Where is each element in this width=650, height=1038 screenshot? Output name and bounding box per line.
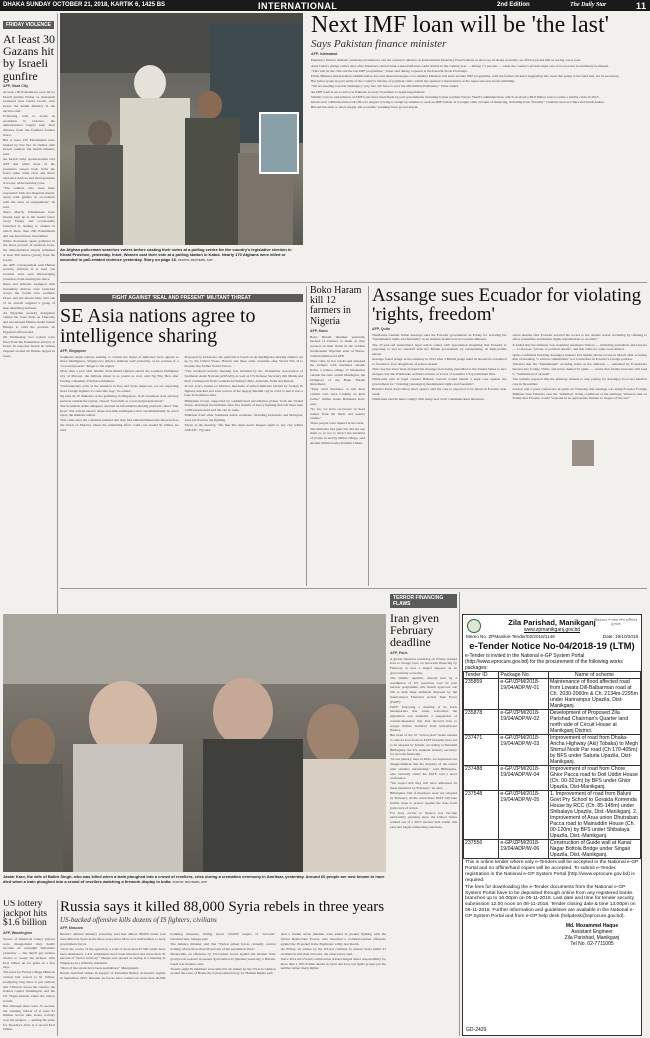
paragraph: The 47-year-old Australian's legal action comes with speculation mounting that Ecuador is preparing to end its standoff with the British government by surrendering its high-profile tenant.: [372, 342, 507, 357]
column-divider: [459, 592, 460, 1036]
paragraph: Following calls to avoid an escalation in violence, the demonstrators largely kept their distance from the fortified frontier fence.: [3, 113, 55, 137]
paragraph: An AFP correspondent said Hamas security officials in at least one location were seen discouraging protesters from nearing the fence.: [3, 262, 55, 281]
byline: AFP, Gaza City: [3, 83, 29, 88]
tender-id-cell: 237488: [464, 766, 499, 791]
headline: Iran given February deadline: [390, 611, 439, 650]
paragraph: Garzon told a press conference in Quito on Thursday that Assange was suing Ecuador Foreign Minister Jose Valencia over his "inhuman" living conditions at the embassy. Valencia said on Friday that Ecuador would "respond in an appropriate manner to respect of the law".: [512, 386, 647, 401]
paragraph: Valencia met his "fundamental" accusing states as the embassy — remained by Ecuadorian interest site Codigo Vidrio and never denied by Quito — warns that further breaches will lead to "termination of asylum".: [512, 362, 647, 376]
paragraph: "In our plenary, here in Paris, we expressed our disappointment that the majority of the action plan remains outstanding," said Billingslea, who currently chairs the FATF, told a news conference.: [390, 757, 457, 781]
signer-line: Tel No. 02-7711005: [570, 941, 614, 948]
lottery-article: [3, 900, 55, 1034]
tender-fees: The fees for downloading the e-Tender documents from the National e-GP System Portal have to be deposited through online from any registered banks branches up to 16.00pm on 05-11-2018. Last date and time for tender security submission 12.00 noon on 06-11-2018. Tender closing date & time 13.00pm on 06-11-2018. Further information and guidelines are available in the National e-GP System Portal and from e-GP help desk (helpdesk@eprocure.gov.bd).: [465, 884, 636, 920]
paragraph: While thousands again gathered in the fence protests in northern Gaza, the demonstration largely remained at least 300 metres (yards) from the border.: [3, 238, 55, 262]
paragraph: Scores of American lottery players were disappointed they hadn't become an overnight billionaire yesterday — but they'll get another chance to sweep the jackpot, with $1.6 billion up for grabs in a few days.: [3, 937, 55, 970]
paragraph: Since 2014 the US-led coalition has acknowledged direct responsibility for more than 1,100 civilian deaths in Syria and Iraq, but rights groups put the number killed much higher.: [280, 956, 386, 971]
headline: Russia says it killed 88,000 Syria rebels in three years: [60, 900, 385, 915]
paragraph: The Southeast Asian delegates adopted an information-sharing platform called "Our Eyes" that will be used to share real-time intelligence that can immediately be acted upon, the minister added.: [60, 403, 179, 418]
masthead: [0, 0, 650, 11]
scheme-cell: Construction of Guide wall at Kanai Nagar Bottola Bridge under Singair Upazila, Dist.-Manikganj.: [548, 840, 640, 859]
table-row: [464, 710, 641, 735]
signer-line: Assistant Engineer: [571, 929, 613, 936]
package-cell: e-GP/ZPM/2018-19/04/ADP/W-05: [499, 791, 549, 840]
headline: Next IMF loan will be 'the last': [311, 13, 609, 38]
column-divider: [57, 13, 58, 660]
paragraph: Southeast Asian nations seeking to combat the threat of militancy have agreed to share intelligence, Singapore's defence minister said yesterday, as he warned of a "real and present" danger to the region.: [60, 354, 179, 369]
paragraph: WikiLeaks said he must comply with many new strict communication measures.: [372, 396, 485, 401]
paragraph: "This will be the 13th and the last IMF programme," Umar said during a speech at the Karachi Stock Exchange.: [311, 68, 468, 73]
byline: AFP, Washington: [3, 931, 33, 936]
paragraph: Khan's new administration took office in August vowing to weigh up whether to seek an IMF bailout as it sought other avenues of financing, including from "friendly" countries such as China and Saudi Arabia.: [311, 100, 605, 105]
sea-article: [60, 286, 303, 586]
tender-website[interactable]: www.zpmanikganj.gov.bd: [523, 627, 581, 633]
paragraph: An IMF team is set to arrive in Pakistan in early November to begin negotiations.: [311, 89, 426, 94]
byline: AFP, Kano: [310, 328, 328, 333]
paragraph: But at least 130 Palestinians were injured by live fire in clashes with Israeli soldiers, the health ministry said.: [3, 137, 55, 157]
paragraph: But although there were 15 second-tier winning tickets of at least $1 million across nine states, nobody won the jackpot — putting the prize for Tuesday's draw at a record $1.6 billion.: [3, 1003, 55, 1032]
memo-number: Memo No. ZPManikie-Tender/02/2018/1146: [466, 634, 555, 639]
paragraph: It added that the embassy was requiring Assange's visitors — including journalists and lawyers — to disclose "private or political details", and that visits for some were denied.: [512, 342, 647, 352]
tender-title: e-Tender Notice No-04/2018-19 (LTM): [469, 641, 635, 652]
paragraph: The militants had guns but did not use them so as not to attract the attention of troops in nearby Mulai village, said another militia leader Ibrahim Liman.: [310, 426, 365, 445]
article-body: [311, 58, 646, 110]
paragraph: "Most of the rebels have been neutralised," Muzqanunti.: [60, 966, 139, 971]
article-body: [390, 657, 457, 830]
paragraph: "So far, we have recovered 12 dead bodies from the fields and nearby bushes.": [310, 406, 365, 421]
byline: AFP, Islamabad: [311, 52, 338, 57]
paragraph: Kites and balloons equipped with incendiary devices were launched across the border into southern Israel, and the Israeli army said one of its aircraft targeted a group of men launching balloons.: [3, 282, 55, 310]
paragraph: They came in two trucks and attacked the farmers with machetes outside Kalle, a remote village 17 kilometres outside the state capital Maiduguri, the birthplace of the Boko Haram movement.: [310, 358, 365, 387]
paragraph: Assange found refuge in the embassy in 2012 after a British judge ruled he should be extradited to Sweden to face allegations of sexual assault.: [372, 357, 507, 366]
kicker: FRIDAY VIOLENCE: [3, 21, 54, 29]
package-cell: e-GP/ZPM/2018-19/04/ADP/W-02: [499, 710, 549, 735]
gaza-article: [3, 13, 55, 658]
ad-code: GD-2429: [466, 1027, 487, 1033]
slogan: উন্নয়নের গণতন্ত্র শেখ হাসিনার মূলমন্ত্র: [594, 618, 638, 627]
table-row: [464, 840, 641, 859]
memo-date: Date: 19/10/2018: [602, 634, 638, 639]
boko-article: [310, 286, 365, 586]
headline: Assange sues Ecuador for violating 'rights, freedom': [372, 286, 642, 326]
paragraph: "We are heading towards bankruptcy very fast. We have to save the 200 million Pakistanis," Umar added.: [311, 84, 459, 89]
paragraph: Britain's Press Association news agency said the case is expected to be heard in Ecuador next week.: [372, 386, 507, 396]
article-body: [3, 937, 55, 1032]
paragraph: "Over the course of the operation, a total of more than 87,500 rebels have been eliminated. 1,411 settlements have been liberated and more than 95 percent of Syria's territory," Shoigu was quoted as saying at a meeting in Singapore in a ministry statement.: [60, 946, 166, 966]
paragraph: Three people were injured in the raids.: [310, 421, 365, 426]
table-row: [464, 766, 641, 791]
section-divider: [60, 282, 647, 283]
paragraph: Quito confirmed blocking Assange's internet and mobile phone access in March after accusing him of breaking "a written commitment" not to interfere in Ecuador's foreign policies.: [512, 352, 647, 362]
paragraph: The Islamic republic, already hurt by a resumption of US sanctions over its past nuclear programme, this month approved one bill to help meet demands imposed by the international Financial Action Task Force (FATF).: [390, 676, 457, 704]
package-cell: e-GP/ZPM/2018-19/04/ADP/W-01: [499, 679, 549, 710]
table-row: [464, 679, 641, 710]
byline: AFP, Paris: [390, 650, 408, 655]
paragraph: Philippine troops, supported by sophisticated surveillance planes from the United States, dislodged the militants after five months of heavy fighting that left more than 1,000 people dead and the city in ruins.: [184, 398, 303, 413]
caption-text: Jasbir Kaur, the wife of Balbir Singh, who was killed when a train ploughed into a crowd of revellers, cries during a cremation ceremony in Amritsar, yesterday. Around 60 people are now known to have died when a train ploughed into a crowd of revellers watching a firework display in India.: [3, 874, 385, 884]
headline: At least 30 Gazans hit by Israeli gunfire: [3, 32, 55, 83]
amritsar-cremation-photo-drawing: [3, 614, 386, 872]
paragraph: But Umar spoke in gave terms of the country's balance of payment crisis, which has sparked a depreciation of the rupee and sent stocks tumbling.: [311, 79, 515, 84]
paragraph: And a further seven jihadists were killed in ground fighting with the Syrian Democratic Forces, who launched a coalition-backed offensive against the IS pocket in the Euphrates valley last month.: [280, 932, 386, 946]
russia-article: [60, 900, 386, 1034]
paragraph: More than a year after Islamic State-linked fighters seized the southern Philippine city of Marawi, the militant threat is as potent as ever, said Ng Eng Hen after hosting a meeting of defence ministers.: [60, 369, 179, 383]
paragraph: WikiLeaks said in legal counsel Baltasar Garzon would launch a legal case against the government for "violating [Assange's] fundamental rights and freedoms".: [372, 377, 507, 386]
paragraph: A global financial watchdog on Friday warned Iran to change laws on terrorism financing by February or face a deeper squeeze on its spectacularly economy.: [390, 656, 457, 675]
paragraph: seven months after Ecuador severed his access to the outside world, including by refusing to allow journalists and human rights organizations to see him.": [512, 332, 647, 342]
paragraph: Prime Minister Imran Khan's administration has sent mixed messages over whether Pakistan will enter another IMF programme, with the former cricketer suggesting this week that going to the fund may not be necessary.: [311, 74, 620, 79]
paragraph: The website reported that the embassy intends to stop paying for Assange's food and medical care in December.: [512, 377, 647, 386]
dateline: DHAKA SUNDAY OCTOBER 21, 2018, KARTIK 6, 1425 BS: [3, 2, 166, 8]
subheadline: Says Pakistan finance minister: [311, 38, 447, 51]
emblem-icon: [467, 619, 481, 633]
subheadline: US-backed offensive kills dozens of IS fighters, civilians: [60, 916, 217, 925]
package-cell: e-GP/ZPM/2018-19/04/ADP/W-06: [499, 840, 549, 859]
table-row: [464, 791, 641, 840]
scheme-cell: Maintenance of flood affected road from Lowata Dill-Balbarman road at Ch. 2030-2060m & Ch. 2134m-2295m under Harirampur Upazila, Dist-Manikganj.: [548, 679, 640, 710]
signature-block: [543, 923, 641, 947]
page-number: 11: [636, 1, 647, 11]
paragraph: The defence minister said that "Syrian armed forces currently control nothing where more than 90 percent of the population lives".: [170, 942, 276, 951]
tender-notice: [462, 614, 642, 1036]
paragraph: That case has since been dropped but Assange fears being extradited to the United States to face charges over the WikiLeaks website's release of troves of sensitive US government files.: [372, 367, 507, 376]
article-body: [60, 932, 386, 981]
paragraph: Similar vows to end reliance on IMF loans have been made by past governments including former premier Nawaz Sharif's administration, which received a $6.6 billion loan to tackle a similar crisis in 2013.: [311, 94, 600, 99]
paragraph: Asad Umar's pledge comes days after Pakistan's central bank warned inflation could double in the coming year — hitting 7.5 percent — while the country's growth target rate of 6.2 percent would likely be missed.: [311, 63, 609, 68]
afghan-election-photo-drawing: [60, 13, 303, 245]
col-tender-id: Tender ID: [464, 672, 499, 679]
package-cell: e-GP/ZPM/2018-19/04/ADP/W-03: [499, 735, 549, 766]
section-title: INTERNATIONAL: [258, 1, 338, 11]
paragraph: "The weekend security meeting was attended by the 10-member Association of Southeast Asian Nations (ASEAN), as well as US Defense Secretary Jim Mattis and their counterparts from countries including China, Australia, India and Russia.: [184, 369, 303, 383]
imf-article: [311, 13, 646, 287]
table-row: [464, 735, 641, 766]
tender-id-cell: 235878: [464, 710, 499, 735]
paragraph: Boko Haram jihadists yesterday hacked 12 farmers to death as they worked on their fields in the volatile northeastern Nigerian state of Borno, civilian militia told AFP.: [310, 334, 365, 358]
paragraph: Those at the meeting "felt that this must never happen again to any city within ASEAN", Ng said.: [184, 423, 303, 432]
signer-line: Md. Mozammel Haque: [565, 923, 619, 930]
kicker: FIGHT AGAINST 'REAL AND PRESENT' MILITANT THREAT: [60, 294, 303, 302]
tender-id-cell: 237471: [464, 735, 499, 766]
paragraph: An Egyptian security delegation visited the Gaza Strip on Thursday and encouraged Hamas leader Ismail Haniya to calm the protests, an Egyptian official said.: [3, 310, 55, 334]
paragraph: "They used machetes to kill their victims who were working on their farms," militia leader Babakura Kolo said.: [310, 387, 365, 406]
amritsar-cremation-photo: [3, 614, 386, 872]
paragraph: Meanwhile, an offensive by US-backed forces against the Islamic State group's last redoubt in eastern Syria killed 25 jihadists yesterday, a Britain-based war monitor said.: [170, 952, 276, 966]
article-body: [310, 335, 365, 446]
byline: AFP, Quito: [372, 326, 391, 331]
paragraph: This came after the countries realised that they had underestimated the threat before the attack on Marawi, where the rebuilding effort could cost around $1 billion, he said.: [60, 418, 179, 432]
paper-logo: The Daily Star: [570, 2, 607, 8]
paragraph: "We expect that they will have addressed all these measures by February," he said.: [390, 781, 457, 791]
scheme-cell: Improvement of road from Chore Ghior Pacca road to Doil Uddin House (Ch. 00-321m) by BFS under Ghior Upazila, Dist-Manikganj.: [548, 766, 640, 791]
tender-id-cell: 237556: [464, 840, 499, 859]
byline: AFP, Moscow: [60, 926, 83, 931]
tender-table: [463, 671, 641, 859]
column-divider: [306, 286, 307, 586]
section-divider: [60, 588, 647, 589]
paragraph: But aid has been so short supply and economic warnings have grown urgent.: [311, 105, 419, 110]
tender-online-notice: This is online tender where only e-Tenders will be accepted in the National e-GP Portal and no offline/hard copies will be accepted. To submit e-Tender, registration in the National e-GP System Portal (http://www.eprocure.gov.bd) is required.: [465, 860, 639, 883]
paragraph: On Wednesday, two rockets were fired from the Palestinian enclave at Israel. In response Israeli air strikes targeted around 20 Hamas targets in Gaza.: [3, 334, 55, 358]
article-body: [60, 355, 303, 433]
assange-article: [372, 286, 647, 586]
package-cell: e-GP/ZPM/2018-19/04/ADP/W-04: [499, 766, 549, 791]
scheme-cell: Improvement of road from Dhaka-Aricha Highway (Aki) Tobaka) to Megh Shimul Nodir Par road (Ch 170-405m) by BFS under Saturia Upazila, Dist-Manikganj.: [548, 735, 640, 766]
afghan-photo-caption: [60, 247, 303, 263]
paragraph: Proposed by Indonesia, the platform is based on an intelligence-sharing alliance set up by the United States, Britain and three other countries after World War II to monitor the former Soviet Union.: [184, 354, 303, 369]
headline: SE Asia nations agree to intelligence sharing: [60, 305, 256, 348]
paragraph: An Israeli army spokeswoman told AFP that while most of the protesters stayed back from the fence some came close and threw explosive devices and hand grenades at troops, while burning tyres.: [3, 157, 55, 185]
paragraph: Russia's defence ministry yesterday said that almost 88,000 rebels had been killed in Syria in the three years since Moscow's intervention to back government forces.: [60, 932, 166, 946]
article-body: [3, 90, 55, 358]
paragraph: "Unfortunately even as the situation in Iraq and Syria improves, we are expecting more foreign fighters to come this way," he added.: [60, 384, 179, 393]
tender-id-cell: 235859: [464, 679, 499, 710]
assange-portrait: [572, 440, 594, 466]
col-scheme: Name of scheme: [548, 672, 640, 679]
tender-intro: e-Tender is invited in the National e-GP System Portal (http://www.eprocure.gov.bd) for the procurement of the following works packages:: [465, 653, 623, 671]
paragraph: Since March, Palestinians have mostly kept up at the border fence every Friday and occasionally breached it, leading to clashes in which more than 200 Palestinians and one Israeli have been killed.: [3, 210, 55, 238]
headline: US lottery jackpot hits $1.6 billion: [3, 900, 48, 929]
tender-id-cell: 237548: [464, 791, 499, 840]
col-package: Package No.: [499, 672, 549, 679]
paragraph: In last year's assault on Marawi, hundreds of armed militants backed by foreign IS fighters attacked and took control of the largely Muslim city in a bid to turn it into a base in Southeast Asia.: [184, 384, 303, 398]
column-divider: [57, 900, 58, 1036]
article-body: [372, 333, 647, 402]
kicker: TERROR FINANCING FLAWS: [390, 594, 457, 608]
tender-org: Zila Parishad, Manikganj: [508, 618, 596, 627]
amritsar-photo-caption: [3, 874, 386, 885]
paragraph: Twenty-eight IS members were killed in air strikes by the US-led coalition around the town of Hajin, the Syrian Observatory for Human Rights said.: [170, 966, 276, 976]
paragraph: But none of the 10 "action plan" items needed to remove Iran from an FATF blacklist have yet to be adopted by Tehran, according to Marshall Billingslea, the US assistant treasury secretary for terrorist financing.: [390, 733, 457, 757]
caption-text: An Afghan policeman searches voters before casting their votes at a polling centre for the country's legislative election in Khost Province, yesterday. Inset, Women cast their vote at a polling station in Kabul. Nearly 170 Afghans were killed or wounded in poll-related violence yesterday. Story on page 16.: [60, 247, 292, 262]
paragraph: The prize for Friday's Mega Millions contest had soared to $1 billion, prompting long lines at gas stations and 7-Eleven across the country, the federal capital Washington and the US Virgin Islands where the lottery is held.: [3, 970, 55, 1003]
paragraph: FATF, following a meeting at its Paris headquarters this week, welcomed the legislation and extended a suspension of counter-measures that Iran allowed Iran to escape further isolation from international finance.: [390, 704, 457, 733]
paragraph: Pakistan's finance minister yesterday promised to end the country's reliance on International Monetary Fund bailouts as shore up its shaky economy, an official quoted him as saying a new loan.: [311, 58, 582, 63]
memo-line: [463, 633, 641, 640]
paragraph: Militants from other Southeast Asian countries, including Indonesia and Malaysia, were involved in the fighting.: [184, 413, 303, 422]
paragraph: Russia launched strikes in support of President Bashar al-Assad's regime in September 2015. Russian air forces have carried out more than 40,000 bombing missions, hitting about 120,000 targets of "terrorist" infrastructure, Shoigu said.: [60, 932, 276, 981]
paragraph: On Friday, air strikes by the US-led coalition in eastern Syria killed 41 civilians in less than 24 hours, the observatory said.: [280, 946, 386, 956]
column-divider: [368, 286, 369, 586]
paragraph: "The soldiers who were there responded with riot dispersal means, along with gunfire in accordance with the rules of engagement," he said.: [3, 186, 55, 209]
edition: 2nd Edition: [497, 2, 530, 8]
iran-article: [390, 592, 457, 1034]
paragraph: For Iran, access to finance has become particularly pressing since the United States walked out of a 2015 nuclear deal earlier this year and began reimposing sanctions.: [390, 810, 457, 829]
scheme-cell: 1. Improvement of road from Baluni Govt Pry School to Goraida Komenda House by RCC (Ch. 85-145m) under Shibalaya Upazila, Dist.-Manikganj. 2. Improvement of Arua union Dhutraban Pacca road to Mainuddin House (Ch. 00-120m) by BFS under Shibalaya Upazila, Dist.-Manikganj.: [548, 791, 640, 840]
afghan-election-photo: [60, 13, 303, 245]
paragraph: Ng said all 10 ministers at the gathering in Singapore, from Southeast Asia and key partners outside the region, viewed "terrorism as a real and present threat".: [60, 393, 179, 403]
paragraph: At least 130 Palestinians were hit by Israeli gunfire Friday as thousands protested near Gaza's border with Israel, the health ministry in the enclave said.: [3, 89, 55, 113]
scheme-cell: Development of Proposed Zila Parishad Chairman's Quarter land north side of Circuit House at Manikganj District.: [548, 710, 640, 735]
headline: Boko Haram kill 12 farmers in Nigeria: [310, 286, 362, 327]
paragraph: WikiLeaks founder Julian Assange sued the Ecuador government on Friday for violating his "fundamental rights and freedoms" as he endures isolation in its London embassy.: [372, 332, 507, 342]
photo-credit: PHOTO: REUTERS, AFP: [178, 258, 213, 262]
paragraph: Billingslea said if measures were not adopted by February, all the restrictions FATF will take further steps to protect against the risks from Iran's lack of action.: [390, 791, 457, 810]
byline: AFP, Singapore: [60, 348, 87, 353]
signer-line: Zila Parishad, Manikganj: [564, 935, 620, 942]
photo-credit: PHOTO: REUTERS, AFP: [172, 880, 207, 884]
